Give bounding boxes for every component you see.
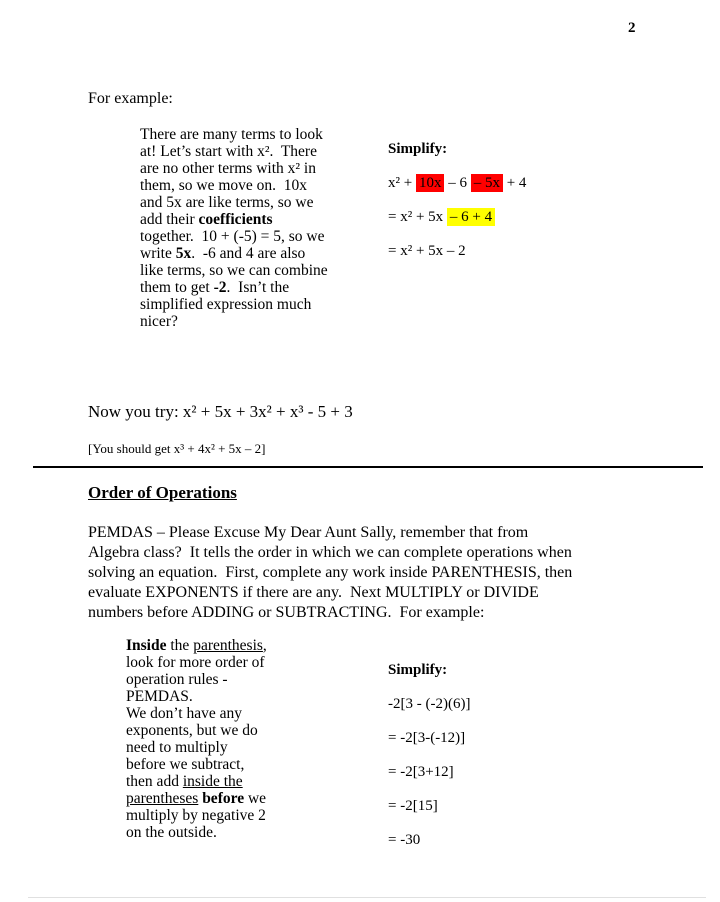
text-line xyxy=(126,773,321,790)
text-segment: = -2[3+12] xyxy=(388,764,454,780)
text-segment: parentheses xyxy=(126,790,199,807)
text-segment: x² + xyxy=(388,175,416,191)
text-segment: at! Let’s start with x². There xyxy=(140,143,317,160)
text-segment: Algebra class? It tells the order in which we can complete operations when xyxy=(88,544,572,561)
text-segment: look for more order of xyxy=(126,654,265,671)
practice-answer-note: [You should get x³ + 4x² + 5x – 2] xyxy=(88,441,266,456)
text-line xyxy=(388,730,470,748)
text-segment: on the outside. xyxy=(126,824,217,841)
text-line xyxy=(388,832,470,850)
text-line xyxy=(140,126,340,143)
text-segment: then add xyxy=(126,773,183,790)
pemdas-paragraph xyxy=(88,523,648,623)
text-segment: = -2[15] xyxy=(388,798,438,814)
example1-intro: For example: xyxy=(88,90,173,107)
text-line xyxy=(140,211,340,228)
text-line xyxy=(388,243,526,261)
text-line xyxy=(140,228,340,245)
text-line xyxy=(88,583,648,603)
text-line xyxy=(140,143,340,160)
text-segment: . -6 and 4 are also xyxy=(191,245,306,262)
text-segment: solving an equation. First, complete any work inside PARENTHESIS, then xyxy=(88,564,573,581)
text-segment: coefficients xyxy=(198,211,273,228)
text-segment: = x² + 5x – 2 xyxy=(388,243,466,259)
example2-steps xyxy=(388,696,470,850)
text-segment: -2 xyxy=(213,279,227,296)
simplify-label: Simplify: xyxy=(388,662,448,678)
text-line xyxy=(388,175,526,193)
text-segment: There are many terms to look xyxy=(140,126,323,143)
text-line xyxy=(88,563,648,583)
highlighted-text: – 6 + 4 xyxy=(447,208,495,226)
text-line xyxy=(88,543,648,563)
text-segment: multiply by negative 2 xyxy=(126,807,266,824)
text-segment: evaluate EXPONENTS if there are any. Next MULTIPLY or DIVIDE xyxy=(88,584,539,601)
example1-steps xyxy=(388,175,526,261)
text-segment: inside the xyxy=(182,773,243,790)
text-line xyxy=(140,160,340,177)
text-segment: them, so we move on. 10x xyxy=(140,177,308,194)
text-line xyxy=(140,262,340,279)
text-segment: = x² + 5x xyxy=(388,209,447,225)
text-segment: need to multiply xyxy=(126,739,228,756)
section-divider xyxy=(33,466,703,468)
text-line xyxy=(140,245,340,262)
text-line xyxy=(126,705,321,722)
text-line xyxy=(126,739,321,756)
text-line xyxy=(388,798,470,816)
text-line xyxy=(388,696,470,714)
text-segment: , xyxy=(262,637,267,654)
page-number: 2 xyxy=(628,20,636,36)
text-segment: together. 10 + (-5) = 5, so we xyxy=(140,228,325,245)
text-segment: add their xyxy=(140,211,199,228)
text-segment: operation rules - xyxy=(126,671,228,688)
text-segment: . Isn’t the xyxy=(226,279,290,296)
text-line xyxy=(126,654,321,671)
text-segment: simplified expression much xyxy=(140,296,312,313)
text-segment: parenthesis xyxy=(193,637,263,654)
text-segment: = -30 xyxy=(388,832,421,848)
text-line xyxy=(388,209,526,227)
example2-simplify-block xyxy=(388,662,470,866)
text-segment: + 4 xyxy=(502,175,527,191)
text-segment: Inside xyxy=(126,637,167,654)
example1-explanation xyxy=(140,126,340,330)
practice-prompt: Now you try: x² + 5x + 3x² + x³ - 5 + 3 xyxy=(88,402,353,421)
section-heading: Order of Operations xyxy=(88,483,237,502)
highlighted-text: – 5x xyxy=(471,174,503,192)
text-segment: the xyxy=(166,637,194,654)
text-segment: like terms, so we can combine xyxy=(140,262,328,279)
text-segment: We don’t have any xyxy=(126,705,242,722)
text-line xyxy=(140,313,340,330)
text-segment: and 5x are like terms, so we xyxy=(140,194,314,211)
text-segment: numbers before ADDING or SUBTRACTING. For example: xyxy=(88,604,485,621)
text-segment: nicer? xyxy=(140,313,178,330)
text-segment: -2[3 - (-2)(6)] xyxy=(388,696,471,712)
text-segment: we xyxy=(244,790,267,807)
text-segment: are no other terms with x² in xyxy=(140,160,316,177)
text-line xyxy=(140,279,340,296)
text-segment: before we subtract, xyxy=(126,756,245,773)
text-line xyxy=(126,824,321,841)
text-segment: – 6 xyxy=(444,175,471,191)
text-line xyxy=(126,722,321,739)
text-line xyxy=(88,603,648,623)
text-line xyxy=(126,671,321,688)
text-line xyxy=(126,807,321,824)
text-segment: before xyxy=(202,790,245,807)
simplify-label: Simplify: xyxy=(388,141,448,157)
text-line xyxy=(140,296,340,313)
text-segment: = -2[3-(-12)] xyxy=(388,730,466,746)
example1-simplify-block xyxy=(388,141,526,277)
highlighted-text: 10x xyxy=(416,174,445,192)
text-line xyxy=(88,523,648,543)
text-segment: 5x xyxy=(175,245,192,262)
text-segment: PEMDAS. xyxy=(126,688,193,705)
text-segment: PEMDAS – Please Excuse My Dear Aunt Sally, remember that from xyxy=(88,524,529,541)
text-segment: exponents, but we do xyxy=(126,722,258,739)
text-line xyxy=(126,790,321,807)
text-line xyxy=(140,194,340,211)
text-line xyxy=(126,756,321,773)
text-segment: write xyxy=(140,245,176,262)
text-line xyxy=(126,688,321,705)
page-bottom-border xyxy=(28,897,706,898)
text-line xyxy=(126,637,321,654)
text-line xyxy=(140,177,340,194)
text-segment: them to get xyxy=(140,279,214,296)
example2-explanation xyxy=(126,637,321,841)
text-line xyxy=(388,764,470,782)
